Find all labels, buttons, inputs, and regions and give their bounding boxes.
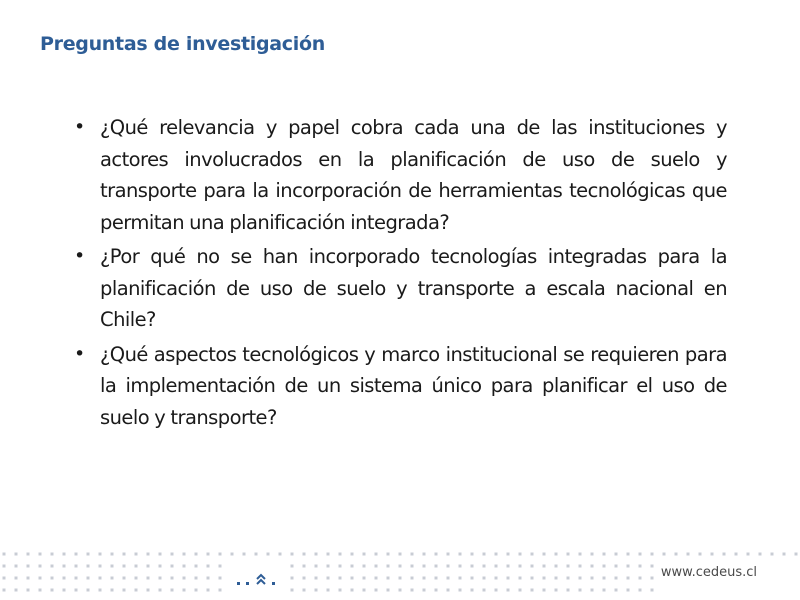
bullet-item [74, 339, 727, 434]
bullet-icon: • [74, 342, 85, 365]
bullet-icon: • [74, 116, 85, 138]
bullet-text: ¿Qué aspectos tecnológicos y marco institucional se requieren para la implementación de un sistema único para planificar el uso de suelo y transporte? [100, 342, 727, 429]
bullet-text: ¿Qué relevancia y papel cobra cada una de las instituciones y actores involucrados en la planificación de uso de suelo y transporte para la incorporación de herramientas tecnológicas que permitan una planificación integrada? [100, 116, 727, 234]
bullet-list [74, 112, 727, 436]
bullet-icon: • [74, 245, 85, 267]
bullet-item [74, 112, 727, 238]
bullet-item [74, 241, 727, 336]
footer-url: www.cedeus.cl [657, 565, 761, 580]
slide-title: Preguntas de investigación [40, 33, 325, 55]
bullet-text: ¿Por qué no se han incorporado tecnologías integradas para la planificación de uso de suelo y transporte a escala nacional en Chile? [100, 245, 727, 331]
cedeus-logo-icon [235, 570, 279, 590]
